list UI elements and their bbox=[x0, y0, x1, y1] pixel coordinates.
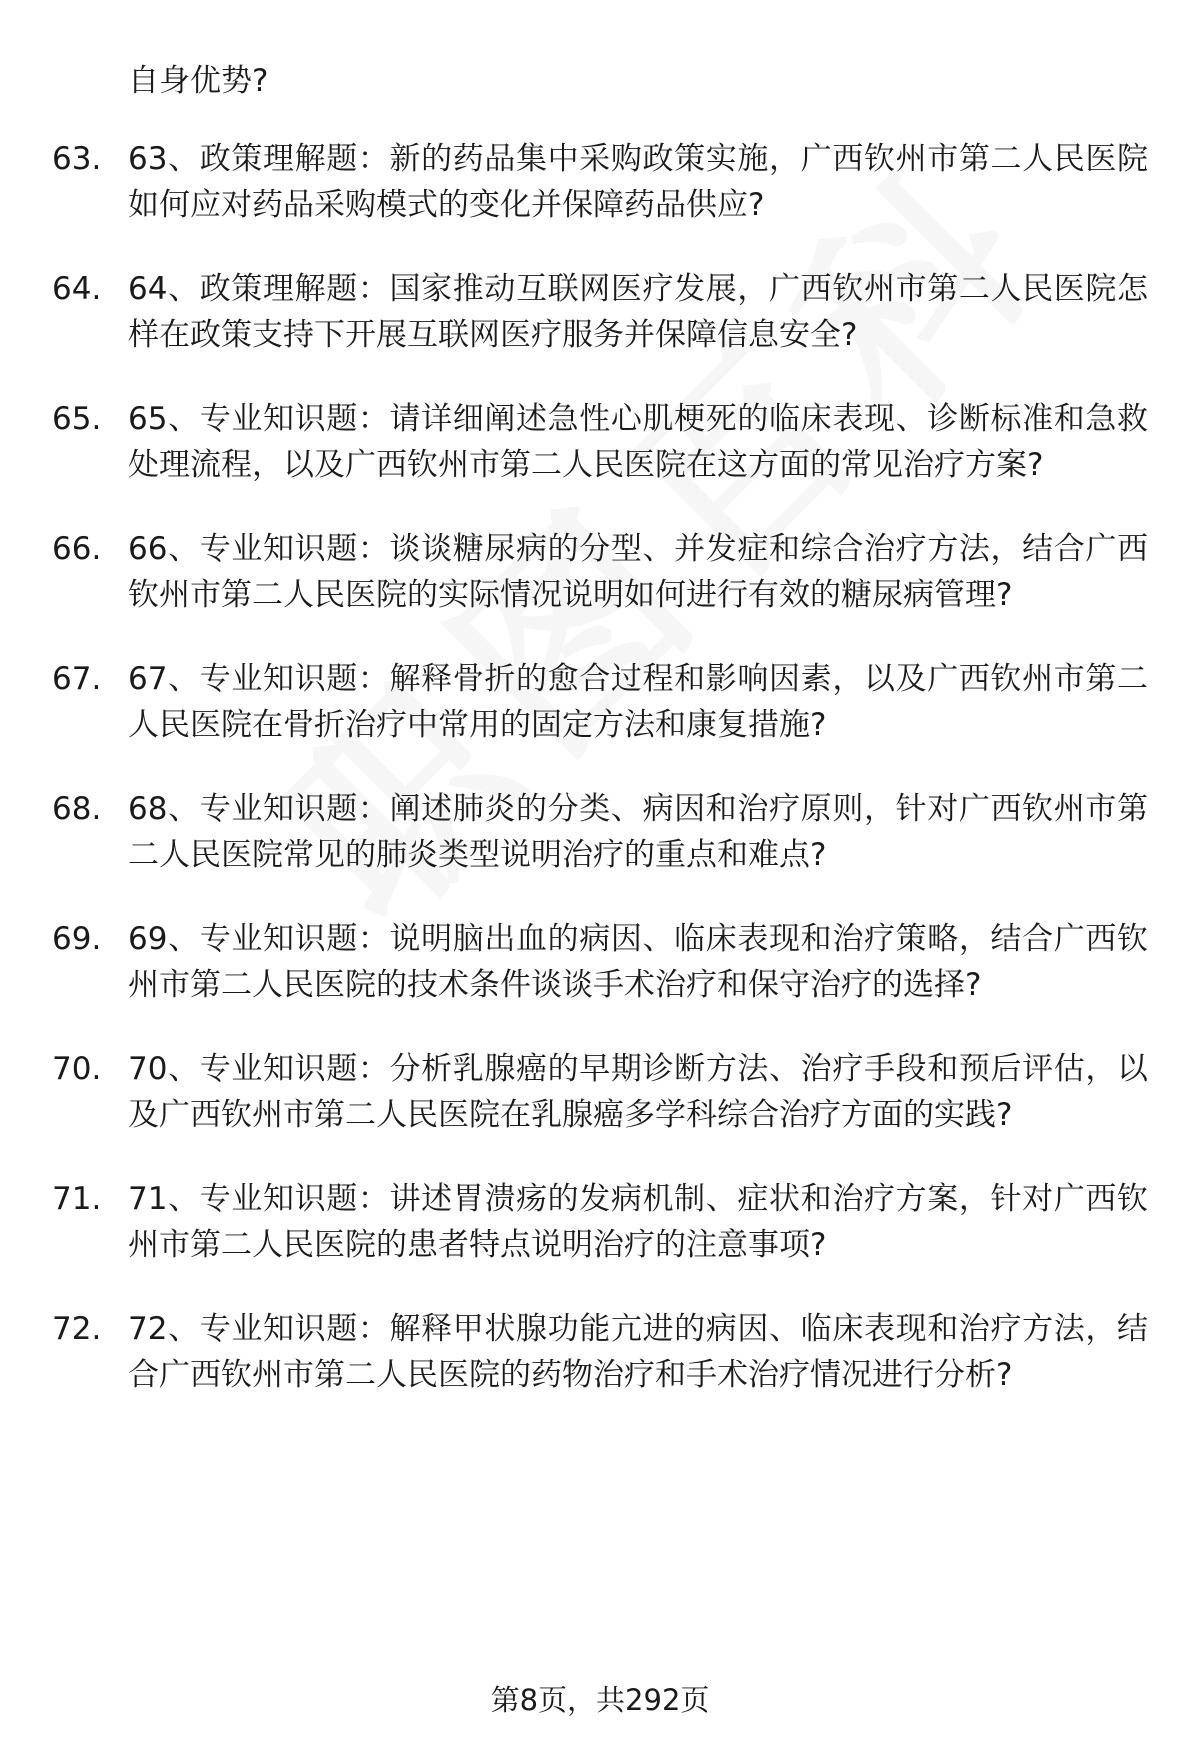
question-list bbox=[0, 136, 1200, 1436]
item-number: 68. bbox=[52, 791, 102, 827]
item-text: 69、专业知识题：说明脑出血的病因、临床表现和治疗策略，结合广西钦州市第二人民医院的技术条件谈谈手术治疗和保守治疗的选择? bbox=[128, 921, 1148, 1003]
item-number: 67. bbox=[52, 661, 102, 697]
page-footer: 第8页，共292页 bbox=[490, 1683, 710, 1717]
item-number: 64. bbox=[52, 271, 102, 307]
list-item bbox=[0, 136, 1200, 228]
item-text: 68、专业知识题：阐述肺炎的分类、病因和治疗原则，针对广西钦州市第二人民医院常见的肺炎类型说明治疗的重点和难点? bbox=[128, 791, 1148, 873]
item-text: 67、专业知识题：解释骨折的愈合过程和影响因素，以及广西钦州市第二人民医院在骨折治疗中常用的固定方法和康复措施? bbox=[128, 661, 1148, 743]
item-number: 69. bbox=[52, 921, 102, 957]
item-number: 72. bbox=[52, 1311, 102, 1347]
item-text: 63、政策理解题：新的药品集中采购政策实施，广西钦州市第二人民医院如何应对药品采购模式的变化并保障药品供应? bbox=[128, 141, 1148, 223]
list-item bbox=[0, 656, 1200, 748]
item-number: 71. bbox=[52, 1181, 102, 1217]
list-item bbox=[0, 266, 1200, 358]
item-text: 71、专业知识题：讲述胃溃疡的发病机制、症状和治疗方案，针对广西钦州市第二人民医院的患者特点说明治疗的注意事项? bbox=[128, 1181, 1148, 1263]
item-text: 64、政策理解题：国家推动互联网医疗发展，广西钦州市第二人民医院怎样在政策支持下开展互联网医疗服务并保障信息安全? bbox=[128, 271, 1148, 353]
item-number: 70. bbox=[52, 1051, 102, 1087]
list-item bbox=[0, 526, 1200, 618]
list-item bbox=[0, 916, 1200, 1008]
item-text: 72、专业知识题：解释甲状腺功能亢进的病因、临床表现和治疗方法，结合广西钦州市第二人民医院的药物治疗和手术治疗情况进行分析? bbox=[128, 1311, 1148, 1393]
item-number: 63. bbox=[52, 141, 102, 177]
item-text: 70、专业知识题：分析乳腺癌的早期诊断方法、治疗手段和预后评估，以及广西钦州市第二人民医院在乳腺癌多学科综合治疗方面的实践? bbox=[128, 1051, 1148, 1133]
item-number: 65. bbox=[52, 401, 102, 437]
list-item bbox=[0, 1306, 1200, 1398]
continued-text: 自身优势? bbox=[128, 63, 269, 99]
list-item bbox=[0, 396, 1200, 488]
item-text: 65、专业知识题：请详细阐述急性心肌梗死的临床表现、诊断标准和急救处理流程，以及广西钦州市第二人民医院在这方面的常见治疗方案? bbox=[128, 401, 1148, 483]
list-item bbox=[0, 1176, 1200, 1268]
item-text: 66、专业知识题：谈谈糖尿病的分型、并发症和综合治疗方法，结合广西钦州市第二人民医院的实际情况说明如何进行有效的糖尿病管理? bbox=[128, 531, 1148, 613]
list-item bbox=[0, 786, 1200, 878]
list-item bbox=[0, 1046, 1200, 1138]
item-number: 66. bbox=[52, 531, 102, 567]
